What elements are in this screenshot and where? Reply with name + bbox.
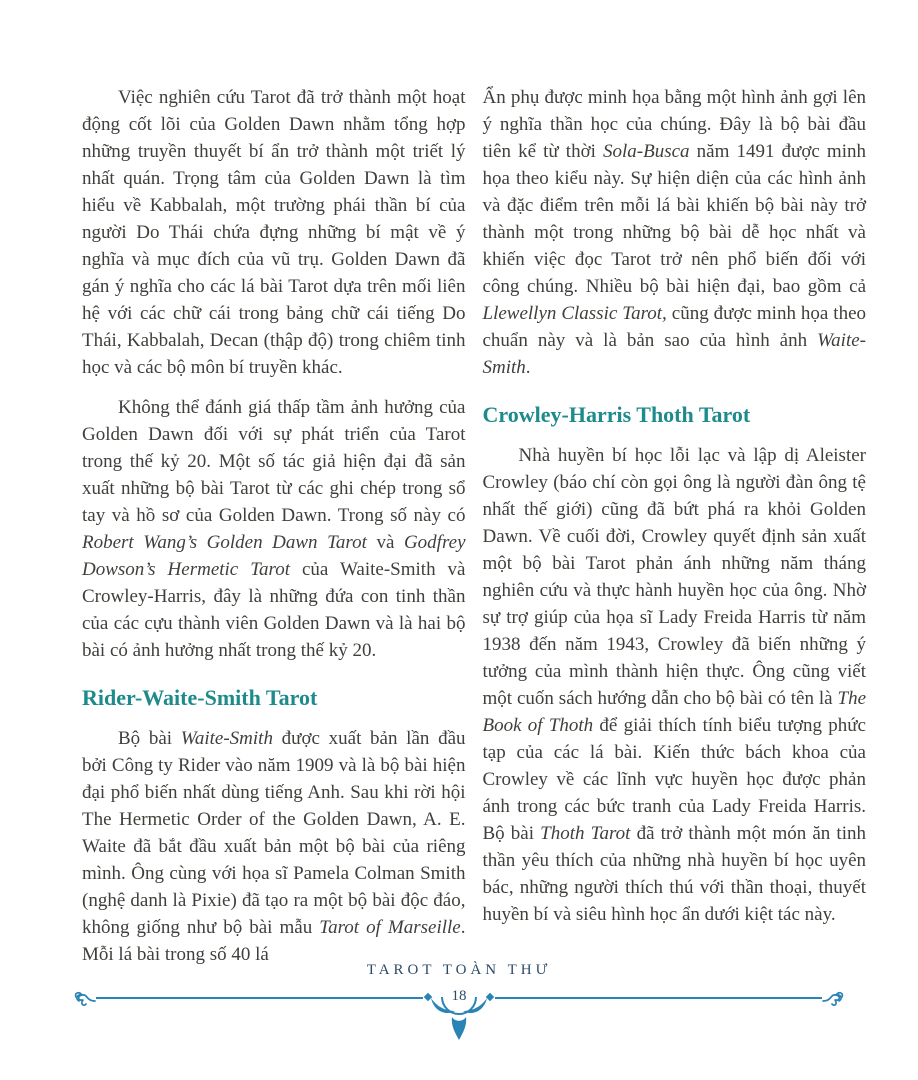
italic-text-run: Llewellyn Classic Tarot, xyxy=(482,303,667,324)
left-column xyxy=(82,84,466,981)
italic-text-run: Tarot of Marseille xyxy=(319,917,461,938)
italic-text-run: Robert Wang’s Golden Dawn Tarot xyxy=(82,532,367,553)
section-heading: Crowley-Harris Thoth Tarot xyxy=(482,402,751,427)
flourish-right-icon xyxy=(822,987,848,1013)
text-run: và xyxy=(366,532,404,553)
italic-text-run: Waite-Smith xyxy=(180,728,273,749)
text-run: . Mỗi lá bài trong số 40 lá xyxy=(82,917,466,965)
paragraph xyxy=(82,725,466,968)
footer-ornament-rule xyxy=(0,985,918,1011)
text-run: để giải thích tính biểu tượng phức tạp của các lá bài. Kiến thức bách khoa của Crowley về các lĩnh vực huyền học được phản ánh trong các bức tranh của Lady Freida Harris. Bộ bài xyxy=(482,715,866,844)
italic-text-run: Thoth Tarot xyxy=(540,823,631,844)
text-run: đã trở thành một món ăn tinh thần yêu thích của những nhà huyền bí học uyên bác, những người thích thú với thần thoại, thuyết huyền bí và siêu hình học ẩn dưới kiệt tác này. xyxy=(482,823,866,925)
paragraph xyxy=(483,84,867,381)
italic-text-run: Godfrey Dowson’s Hermetic Tarot xyxy=(82,532,466,580)
paragraph xyxy=(82,84,466,381)
text-run: được xuất bản lần đầu bởi Công ty Rider vào năm 1909 và là bộ bài hiện đại phổ biến nhất dùng tiếng Anh. Sau khi rời hội The Hermetic Order of the Golden Dawn, A. E. Waite đã bắt đầu xuất bản một bộ bài của riêng mình. Ông cùng với họa sĩ Pamela Colman Smith (nghệ danh là Pixie) đã tạo ra một bộ bài độc đáo, không giống như bộ bài mẫu xyxy=(82,728,466,938)
text-run: Bộ bài xyxy=(118,728,181,749)
text-run: của Waite-Smith và Crowley-Harris, đây là những đứa con tinh thần của các cựu thành viên Golden Dawn và là hai bộ bài có ảnh hưởng nhất trong thế kỷ 20. xyxy=(82,559,466,661)
text-run: năm 1491 được minh họa theo kiểu này. Sự hiện diện của các hình ảnh và đặc điểm trên mỗi lá bài khiến bộ bài này trở thành một trong những bộ bài dễ học nhất và khiến việc đọc Tarot trở nên phổ biến đối với công chúng. Nhiều bộ bài hiện đại, bao gồm cả xyxy=(482,141,866,297)
italic-text-run: Sola-Busca xyxy=(603,141,690,162)
running-title: TAROT TOÀN THƯ xyxy=(366,962,552,978)
italic-text-run: The Book of Thoth xyxy=(482,688,866,736)
rule-line-left xyxy=(96,997,423,999)
paragraph xyxy=(483,442,867,928)
page-number: 18 xyxy=(451,988,467,1004)
page-number-badge xyxy=(421,985,497,1041)
text-run: Ẩn phụ được minh họa bằng một hình ảnh gợi lên ý nghĩa thần học của chúng. Đây là bộ bài đầu tiên kể từ thời xyxy=(482,87,866,162)
text-run: cũng được minh họa theo chuẩn này và là bản sao của hình ảnh xyxy=(482,303,866,351)
right-column xyxy=(483,84,867,981)
section-heading: Rider-Waite-Smith Tarot xyxy=(82,685,318,710)
text-run: . xyxy=(525,357,531,378)
page-footer xyxy=(0,962,918,1011)
italic-text-run: Waite-Smith xyxy=(482,330,866,378)
text-columns xyxy=(82,84,866,981)
rule-line-right xyxy=(495,997,822,999)
text-run: Không thể đánh giá thấp tầm ảnh hưởng của Golden Dawn đối với sự phát triển của Tarot trong thế kỷ 20. Một số tác giả hiện đại đã sản xuất những bộ bài Tarot từ các ghi chép trong sổ tay và hồ sơ của Golden Dawn. Trong số này có xyxy=(82,397,466,526)
text-run: Nhà huyền bí học lỗi lạc và lập dị Aleister Crowley (báo chí còn gọi ông là người đàn ông tệ nhất thế giới) cũng đã bứt phá ra khỏi Golden Dawn. Về cuối đời, Crowley quyết định sản xuất một bộ bài Tarot phản ánh những năm tháng nghiên cứu và thực hành huyền học của ông. Nhờ sự trợ giúp của họa sĩ Lady Freida Harris từ năm 1938 đến năm 1943, Crowley đã biến những ý tưởng của mình thành hiện thực. Ông cũng viết một cuốn sách hướng dẫn cho bộ bài có tên là xyxy=(482,445,866,709)
paragraph xyxy=(82,394,466,664)
flourish-left-icon xyxy=(70,987,96,1013)
text-run: Việc nghiên cứu Tarot đã trở thành một hoạt động cốt lõi của Golden Dawn nhằm tổng hợp những truyền thuyết bí ẩn trở thành một triết lý nhất quán. Trọng tâm của Golden Dawn là tìm hiểu về Kabbalah, một trường phái thần bí của người Do Thái chứa đựng những bí mật về ý nghĩa và mục đích của vũ trụ. Golden Dawn đã gán ý nghĩa cho các lá bài Tarot dựa trên mối liên hệ với các chữ cái trong bảng chữ cái tiếng Do Thái, Kabbalah, Decan (thập độ) trong chiêm tinh học và các bộ môn bí truyền khác. xyxy=(82,87,466,378)
